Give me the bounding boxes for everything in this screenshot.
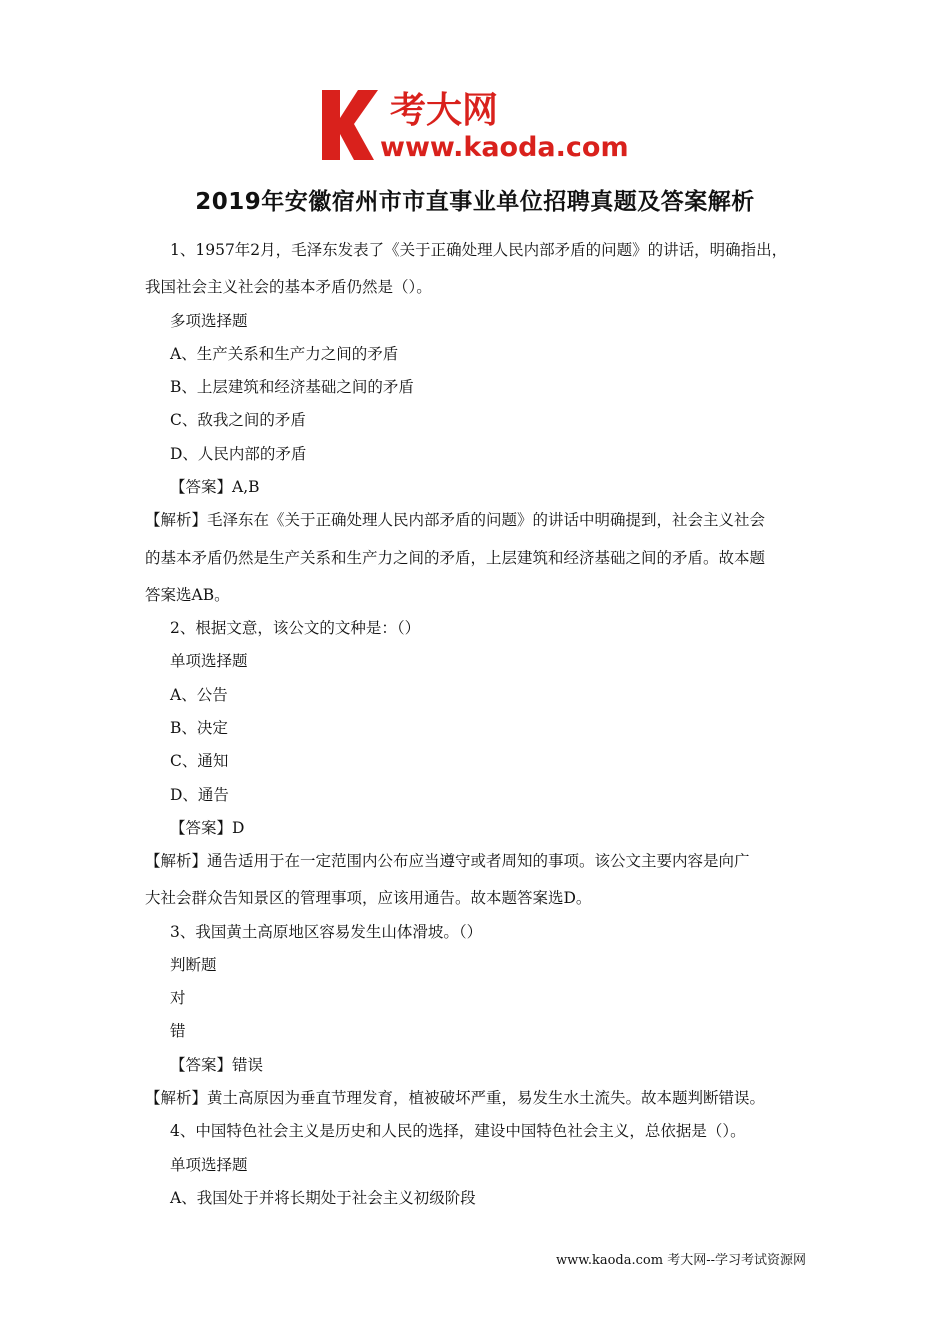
q3-type: 判断题 bbox=[170, 956, 217, 974]
q1-analysis-line3: 答案选AB。 bbox=[145, 586, 230, 604]
q1-option-b: B、上层建筑和经济基础之间的矛盾 bbox=[170, 378, 414, 396]
q2-answer: 【答案】D bbox=[170, 819, 245, 837]
q2-option-a: A、公告 bbox=[170, 686, 228, 704]
q2-type: 单项选择题 bbox=[170, 652, 248, 670]
q2-analysis-line1: 【解析】通告适用于在一定范围内公布应当遵守或者周知的事项。该公文主要内容是向广 bbox=[145, 852, 750, 870]
q1-answer: 【答案】A,B bbox=[170, 478, 260, 496]
q1-option-a: A、生产关系和生产力之间的矛盾 bbox=[170, 345, 399, 363]
q3-analysis: 【解析】黄土高原因为垂直节理发育，植被破坏严重，易发生水土流失。故本题判断错误。 bbox=[145, 1089, 766, 1107]
logo-brand-text: 考大网 bbox=[390, 90, 499, 131]
q3-stem: 3、我国黄土高原地区容易发生山体滑坡。（） bbox=[170, 923, 483, 941]
logo-url-text: www.kaoda.com bbox=[380, 132, 629, 163]
q3-option-false: 错 bbox=[170, 1022, 186, 1040]
q1-analysis-line2: 的基本矛盾仍然是生产关系和生产力之间的矛盾，上层建筑和经济基础之间的矛盾。故本题 bbox=[145, 549, 766, 567]
q2-stem: 2、根据文意，该公文的文种是：（） bbox=[170, 619, 421, 637]
q1-analysis-line1: 【解析】毛泽东在《关于正确处理人民内部矛盾的问题》的讲话中明确提到，社会主义社会 bbox=[145, 511, 766, 529]
q4-stem: 4、中国特色社会主义是历史和人民的选择，建设中国特色社会主义，总依据是（）。 bbox=[170, 1122, 746, 1140]
q2-analysis-line2: 大社会群众告知景区的管理事项，应该用通告。故本题答案选D。 bbox=[145, 889, 592, 907]
q1-type: 多项选择题 bbox=[170, 312, 248, 330]
q2-option-c: C、通知 bbox=[170, 752, 229, 770]
q3-option-true: 对 bbox=[170, 989, 186, 1007]
page-title: 2019年安徽宿州市市直事业单位招聘真题及答案解析 bbox=[195, 189, 755, 215]
kaoda-logo bbox=[318, 82, 648, 166]
q4-option-a: A、我国处于并将长期处于社会主义初级阶段 bbox=[170, 1189, 476, 1207]
q1-stem-line2: 我国社会主义社会的基本矛盾仍然是（）。 bbox=[145, 278, 432, 296]
q2-option-b: B、决定 bbox=[170, 719, 228, 737]
q1-option-c: C、敌我之间的矛盾 bbox=[170, 411, 306, 429]
q1-stem-line1: 1、1957年2月，毛泽东发表了《关于正确处理人民内部矛盾的问题》的讲话，明确指出， bbox=[170, 241, 788, 259]
q1-option-d: D、人民内部的矛盾 bbox=[170, 445, 307, 463]
q3-answer: 【答案】错误 bbox=[170, 1056, 264, 1074]
logo-k-mark bbox=[322, 90, 378, 160]
q4-type: 单项选择题 bbox=[170, 1156, 248, 1174]
page-footer: www.kaoda.com 考大网--学习考试资源网 bbox=[556, 1253, 806, 1268]
q2-option-d: D、通告 bbox=[170, 786, 229, 804]
